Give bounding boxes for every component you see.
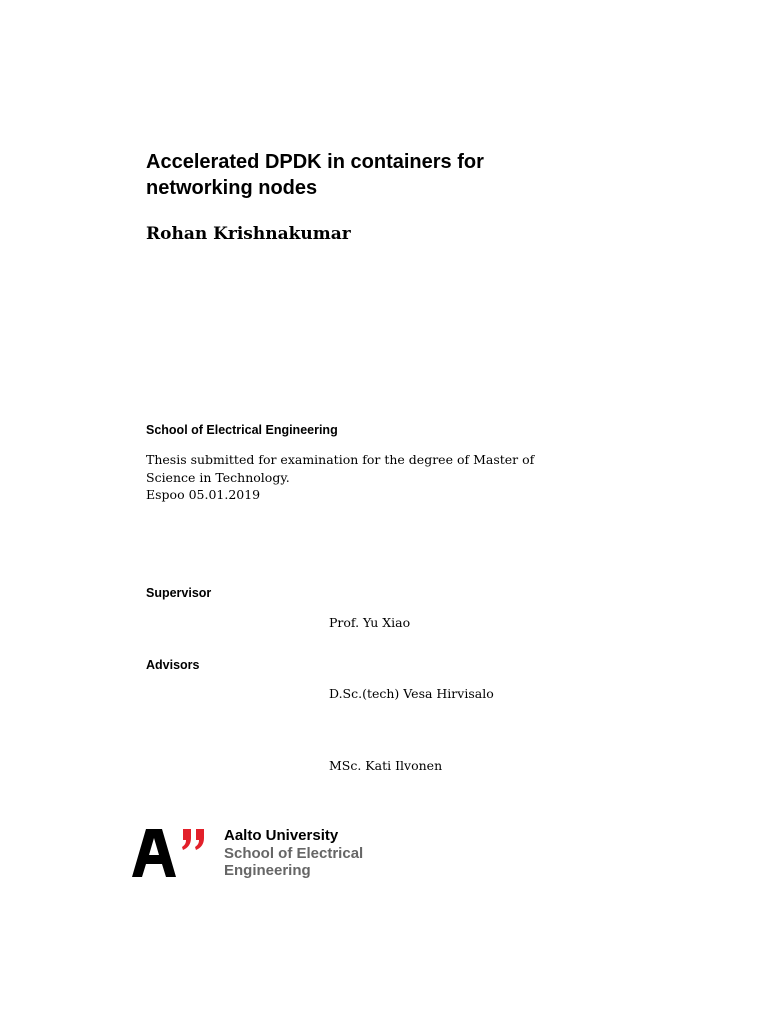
thesis-statement-line: Thesis submitted for examination for the degree of Master of: [146, 452, 535, 467]
advisor-name: D.Sc.(tech) Vesa Hirvisalo: [329, 686, 494, 701]
aalto-logo-icon: [132, 826, 212, 878]
supervisor-name: Prof. Yu Xiao: [329, 615, 411, 630]
thesis-title-line: Accelerated DPDK in containers for: [146, 151, 484, 173]
advisors-label: Advisors: [146, 658, 200, 672]
thesis-title-line: networking nodes: [146, 177, 318, 199]
aalto-university-logo: [132, 826, 412, 882]
logo-school-name: Engineering: [224, 862, 311, 879]
supervisor-label: Supervisor: [146, 586, 212, 600]
logo-university-name: Aalto University: [224, 827, 339, 844]
author-name: Rohan Krishnakumar: [146, 224, 351, 244]
thesis-statement: [146, 451, 536, 504]
school-heading: School of Electrical Engineering: [146, 423, 338, 437]
thesis-statement-line: Science in Technology.: [146, 469, 290, 485]
thesis-title: [146, 149, 606, 201]
advisor-name: MSc. Kati Ilvonen: [329, 758, 443, 773]
logo-wordmark: [224, 827, 363, 880]
logo-school-name: School of Electrical: [224, 844, 364, 862]
thesis-date-line: Espoo 05.01.2019: [146, 487, 261, 502]
